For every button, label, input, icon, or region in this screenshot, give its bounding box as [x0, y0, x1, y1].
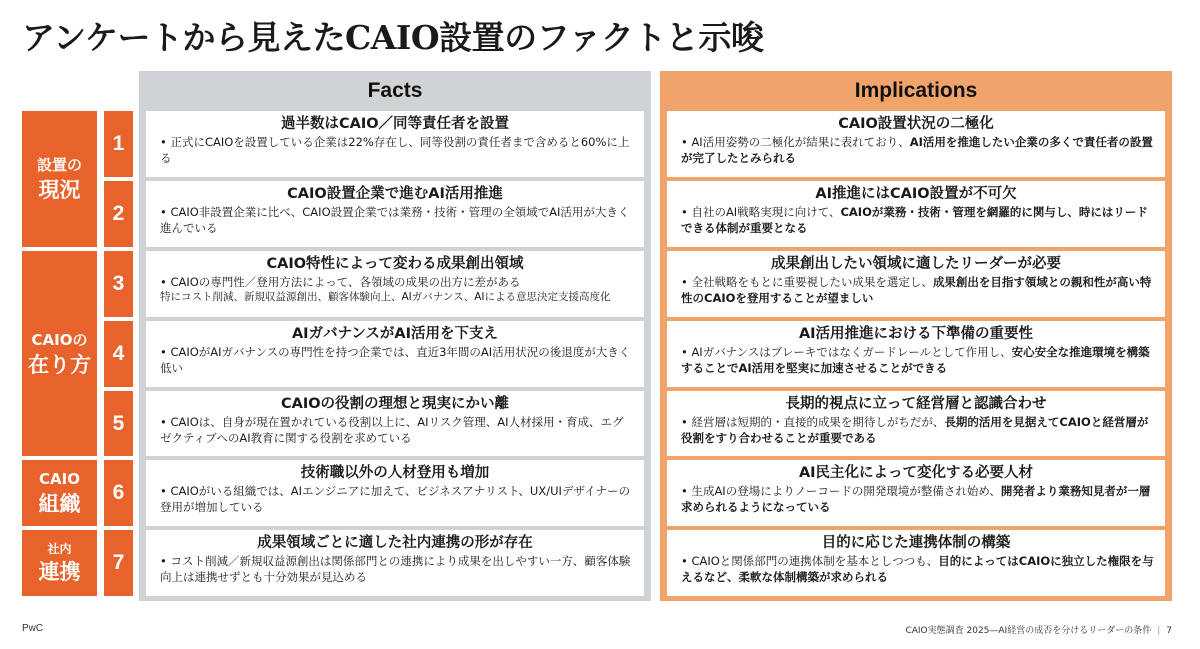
- row-number-6: 6: [104, 460, 133, 526]
- footer-page-number: 7: [1166, 626, 1172, 636]
- impl-body-text: • CAIOと関係部門の連携体制を基本としつつも、: [681, 554, 939, 568]
- category-internal-collaboration: [22, 530, 97, 596]
- category-label-line2: 在り方: [28, 352, 91, 377]
- impl-body-text: • AIガバナンスはブレーキではなくガードレールとして作用し、: [681, 345, 1012, 359]
- row-number-5: 5: [104, 391, 133, 456]
- impl-body-text: • 生成AIの登場によりノーコードの開発環境が整備され始め、: [681, 484, 1001, 498]
- footer-doc-title: CAIO実態調査 2025―AI経営の成否を分けるリーダーの条件: [905, 626, 1152, 636]
- impl-body-emphasis: 安心安全な推進環境を構築することでAI活用を堅実に加速させることができる: [681, 345, 1150, 375]
- category-label-line2: 連携: [38, 560, 81, 584]
- footer-separator: |: [1157, 626, 1161, 636]
- impl-body: [677, 204, 1155, 236]
- fact-row-6: [146, 460, 644, 526]
- impl-body-text: • 全社戦略をもとに重要視したい成果を選定し、: [681, 275, 933, 289]
- facts-column: [139, 71, 651, 601]
- fact-title: AIガバナンスがAI活用を下支え: [291, 326, 499, 342]
- impl-body-emphasis: 目的によってはCAIOに独立した権限を与えるなど、柔軟な体制構築が求められる: [681, 554, 1154, 584]
- row-number-3: 3: [104, 251, 133, 317]
- fact-body: • CAIOがいる組織では、AIエンジニアに加えて、ビジネスアナリスト、UX/UIデザイナーの登用が増加している: [160, 484, 631, 514]
- impl-row-1: [667, 111, 1165, 177]
- category-label-line1: 設置の: [36, 156, 82, 174]
- fact-body: • コスト削減／新規収益源創出は関係部門との連携により成果を出しやすい一方、顧客体験向上は連携せずとも十分効果が見込める: [160, 554, 631, 584]
- fact-row-1: [146, 111, 644, 177]
- impl-body: [677, 414, 1155, 446]
- impl-row-5: [667, 391, 1165, 456]
- impl-body-emphasis: 成果創出を目指す領域との親和性が高い特性のCAIOを登用することが望ましい: [681, 275, 1152, 305]
- fact-row-3: [146, 251, 644, 317]
- impl-title: 目的に応じた連携体制の構築: [821, 535, 1011, 551]
- fact-row-7: [146, 530, 644, 596]
- impl-body: [677, 483, 1155, 515]
- fact-body: • CAIOは、自身が現在置かれている役割以上に、AIリスク管理、AI人材採用・育成、エグゼクティブへのAI教育に関する役割を求めている: [160, 415, 624, 445]
- page-title: アンケートから見えたCAIO設置のファクトと示唆: [22, 18, 764, 57]
- impl-row-6: [667, 460, 1165, 526]
- fact-title: CAIO設置企業で進むAI活用推進: [287, 186, 503, 202]
- implications-header: Implications: [854, 79, 978, 102]
- impl-body: [677, 553, 1155, 585]
- fact-body: • CAIOがAIガバナンスの専門性を持つ企業では、直近3年間のAI活用状況の後退度が大きく低い: [160, 345, 631, 375]
- category-label-line2: 現況: [38, 178, 81, 202]
- impl-row-4: [667, 321, 1165, 387]
- impl-title: AI民主化によって変化する必要人材: [798, 465, 1034, 481]
- fact-body-detail: 特にコスト削減、新規収益源創出、顧客体験向上、AIガバナンス、AIによる意思決定支援高度化: [160, 291, 611, 303]
- impl-title: CAIO設置状況の二極化: [838, 116, 994, 132]
- impl-body: [677, 344, 1155, 376]
- impl-title: 成果創出したい領域に適したリーダーが必要: [771, 256, 1061, 272]
- category-label-line1: CAIO: [39, 470, 80, 488]
- category-setup-status: [22, 111, 97, 247]
- category-label-line1: CAIOの: [31, 330, 88, 349]
- fact-title: 技術職以外の人材登用も増加: [300, 465, 490, 481]
- row-number-4: 4: [104, 321, 133, 387]
- implications-column: [660, 71, 1172, 601]
- fact-title: CAIO特性によって変わる成果創出領域: [266, 256, 524, 272]
- row-number-1: 1: [104, 111, 133, 177]
- impl-title: 長期的視点に立って経営層と認識合わせ: [785, 396, 1047, 412]
- impl-body-emphasis: 長期的活用を見据えてCAIOと経営層が役割をすり合わせることが重要である: [681, 415, 1149, 445]
- category-label-line2: 組織: [38, 492, 81, 516]
- row-number-7: 7: [104, 530, 133, 596]
- fact-title: 過半数はCAIO／同等責任者を設置: [280, 116, 510, 132]
- impl-body: [677, 274, 1155, 306]
- fact-row-4: [146, 321, 644, 387]
- impl-body-emphasis: 開発者より業務知見者が一層求められるようになっている: [681, 484, 1151, 514]
- fact-title: CAIOの役割の理想と現実にかい離: [280, 396, 510, 412]
- footer-brand: PwC: [22, 623, 44, 634]
- fact-body: • 正式にCAIOを設置している企業は22%存在し、同等役割の責任者まで含めると60%に上る: [160, 135, 630, 165]
- impl-body-emphasis: AI活用を推進したい企業の多くで責任者の設置が完了したとみられる: [681, 135, 1153, 165]
- fact-row-2: [146, 181, 644, 247]
- impl-row-3: [667, 251, 1165, 317]
- impl-body: [677, 134, 1155, 166]
- fact-row-5: [146, 391, 644, 456]
- impl-row-7: [667, 530, 1165, 596]
- category-caio-organization: [22, 460, 97, 526]
- impl-body-text: • 自社のAI戦略実現に向けて、: [681, 205, 841, 219]
- category-label-line1: 社内: [47, 542, 72, 556]
- fact-body: • CAIOの専門性／登用方法によって、各領域の成果の出方に差がある: [160, 275, 521, 289]
- impl-body-text: • 経営層は短期的・直接的成果を期待しがちだが、: [681, 415, 945, 429]
- row-number-2: 2: [104, 181, 133, 247]
- footer-doc-info: [905, 623, 1172, 636]
- impl-title: AI推進にはCAIO設置が不可欠: [815, 186, 1017, 202]
- impl-body-emphasis: CAIOが業務・技術・管理を網羅的に関与し、時にはリードできる体制が重要となる: [681, 205, 1148, 235]
- fact-body: • CAIO非設置企業に比べ、CAIO設置企業では業務・技術・管理の全領域でAI活用が大きく進んでいる: [160, 205, 630, 235]
- impl-body-text: • AI活用姿勢の二極化が結果に表れており、: [681, 135, 910, 149]
- category-caio-ideal: [22, 251, 97, 456]
- impl-title: AI活用推進における下準備の重要性: [798, 326, 1034, 342]
- facts-header: Facts: [367, 79, 423, 102]
- fact-title: 成果領域ごとに適した社内連携の形が存在: [257, 535, 533, 551]
- impl-row-2: [667, 181, 1165, 247]
